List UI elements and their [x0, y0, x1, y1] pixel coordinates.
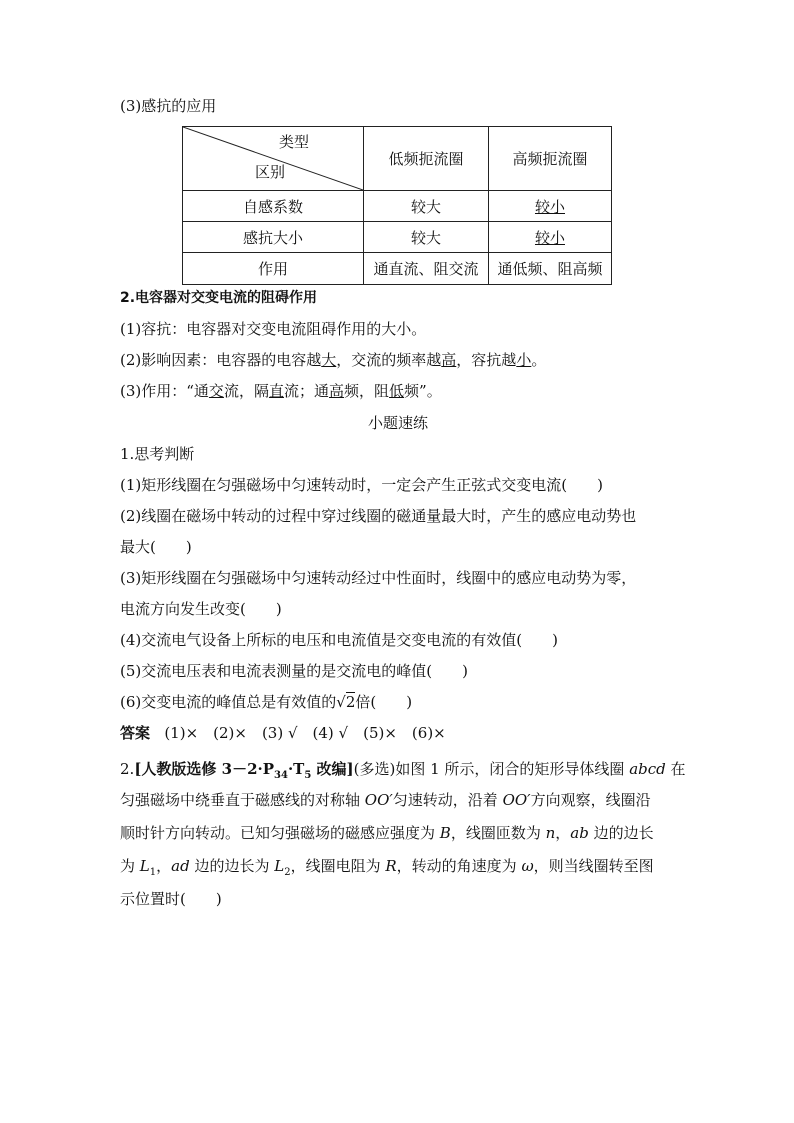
- text: ，线圈电阻为: [290, 857, 386, 875]
- corner-label-difference: 区别: [255, 163, 286, 181]
- math-var: L: [274, 857, 285, 875]
- question-1-item-3-line-1: (3)矩形线圈在匀强磁场中匀速转动经过中性面时，线圈中的感应电动势为零，: [120, 569, 637, 587]
- row-label: 感抗大小: [183, 222, 364, 253]
- row-label: 自感系数: [183, 191, 364, 222]
- question-2-line-4: [120, 856, 654, 883]
- table-header-row: [183, 127, 612, 191]
- question-2-line-5: 示位置时( ): [120, 890, 222, 908]
- text: 边的边长: [588, 824, 654, 842]
- text: (3)作用：“通: [120, 382, 209, 400]
- math-var: OO′: [502, 791, 531, 809]
- underlined-text: 大: [321, 351, 337, 369]
- question-2-line-3: [120, 823, 654, 843]
- question-1-item-6: [120, 692, 412, 712]
- table-cell: 较大: [364, 191, 489, 222]
- text: ，转动的角速度为: [396, 857, 522, 875]
- table-row: [183, 253, 612, 285]
- corner-label-type: 类型: [279, 133, 310, 151]
- text: (6)交变电流的峰值总是有效值的: [120, 693, 337, 711]
- text: 方向观察，线圈沿: [530, 791, 651, 809]
- capacitor-point-1: (1)容抗：电容器对交变电流阻碍作用的大小。: [120, 320, 427, 338]
- table-cell: 通直流、阻交流: [364, 253, 489, 285]
- text: 顺时针方向转动。已知匀强磁场的磁感应强度为: [120, 824, 440, 842]
- sqrt-icon: √: [336, 693, 346, 711]
- text: 匀速转动，沿着: [392, 791, 503, 809]
- underlined-text: 交: [208, 382, 224, 400]
- text: 边的边长为: [189, 857, 275, 875]
- sqrt-value: 2: [345, 693, 356, 711]
- table-cell-text: 较小: [534, 228, 565, 247]
- text: 2.: [120, 760, 135, 778]
- math-var: OO′: [364, 791, 393, 809]
- question-1-item-2-line-2: 最大( ): [120, 538, 192, 556]
- capacitor-point-2: [120, 350, 546, 370]
- question-1-title: 1.思考判断: [120, 445, 195, 463]
- row-label: 作用: [183, 253, 364, 285]
- text: 倍( ): [355, 693, 413, 711]
- answer-text: (1)× (2)× (3) √ (4) √ (5)× (6)×: [164, 724, 446, 742]
- math-var: B: [439, 824, 451, 842]
- text: 为: [120, 857, 140, 875]
- question-1-item-3-line-2: 电流方向发生改变( ): [120, 600, 282, 618]
- underlined-text: 高: [441, 351, 457, 369]
- question-source: [人教版选修 $3-2\cdot P_{34}\cdot T_5$ 改编]: [134, 760, 354, 781]
- table-cell: 通低频、阻高频: [489, 253, 612, 285]
- text: 。: [531, 351, 547, 369]
- underlined-text: 高: [328, 382, 344, 400]
- text: 在: [665, 760, 686, 778]
- question-1-item-1: (1)矩形线圈在匀强磁场中匀速转动时，一定会产生正弦式交变电流( ): [120, 476, 603, 494]
- table-cell: [489, 191, 612, 222]
- text: 频”。: [404, 382, 442, 400]
- text: ，则当线圈转至图: [533, 857, 654, 875]
- column-header-high-frequency: 高频扼流圈: [489, 127, 612, 191]
- underlined-text: 低: [389, 382, 405, 400]
- math-var: L: [139, 857, 150, 875]
- math-var: n: [545, 824, 556, 842]
- text: (2)影响因素：电容器的电容越: [120, 351, 322, 369]
- underlined-text: 直: [268, 382, 284, 400]
- section-title-capacitor: 2.电容器对交变电流的阻碍作用: [120, 290, 318, 306]
- text: 匀强磁场中绕垂直于磁感线的对称轴: [120, 791, 365, 809]
- math-var: R: [385, 857, 397, 875]
- column-header-low-frequency: 低频扼流圈: [364, 127, 489, 191]
- text: ，: [555, 824, 571, 842]
- table-cell: [489, 222, 612, 253]
- text: ，线圈匝数为: [450, 824, 546, 842]
- math-var: ad: [171, 857, 190, 875]
- underlined-text: 小: [516, 351, 532, 369]
- subscript: 2: [284, 867, 291, 878]
- question-1-item-4: (4)交流电气设备上所标的电压和电流值是交变电流的有效值( ): [120, 631, 558, 649]
- question-1-answer: [120, 723, 446, 743]
- section-heading-inductance-application: (3)感抗的应用: [120, 97, 217, 115]
- answer-label: 答案: [120, 724, 151, 742]
- math-var: abcd: [629, 760, 666, 778]
- question-2-line-2: [120, 790, 651, 810]
- text: 频，阻: [344, 382, 390, 400]
- text: 流；通: [283, 382, 329, 400]
- question-1-item-2-line-1: (2)线圈在磁场中转动的过程中穿过线圈的磁通量最大时，产生的感应电动势也: [120, 507, 637, 525]
- subscript: 1: [149, 867, 157, 878]
- table-cell-text: 较小: [534, 197, 565, 216]
- text: ，交流的频率越: [336, 351, 442, 369]
- question-1-item-5: (5)交流电压表和电流表测量的是交流电的峰值( ): [120, 662, 468, 680]
- table-corner-cell: [183, 127, 364, 191]
- text: 流，隔: [223, 382, 269, 400]
- choke-coil-table: [182, 126, 612, 285]
- math-var: ω: [521, 857, 534, 875]
- table-row: [183, 191, 612, 222]
- practice-title: 小题速练: [368, 414, 429, 432]
- math-var: ab: [570, 824, 589, 842]
- text: (多选)如图 1 所示，闭合的矩形导体线圈: [353, 760, 630, 778]
- question-2-line-1: [120, 759, 686, 786]
- text: ，: [156, 857, 172, 875]
- text: ，容抗越: [456, 351, 517, 369]
- table-row: [183, 222, 612, 253]
- table-cell: 较大: [364, 222, 489, 253]
- capacitor-point-3: [120, 381, 442, 401]
